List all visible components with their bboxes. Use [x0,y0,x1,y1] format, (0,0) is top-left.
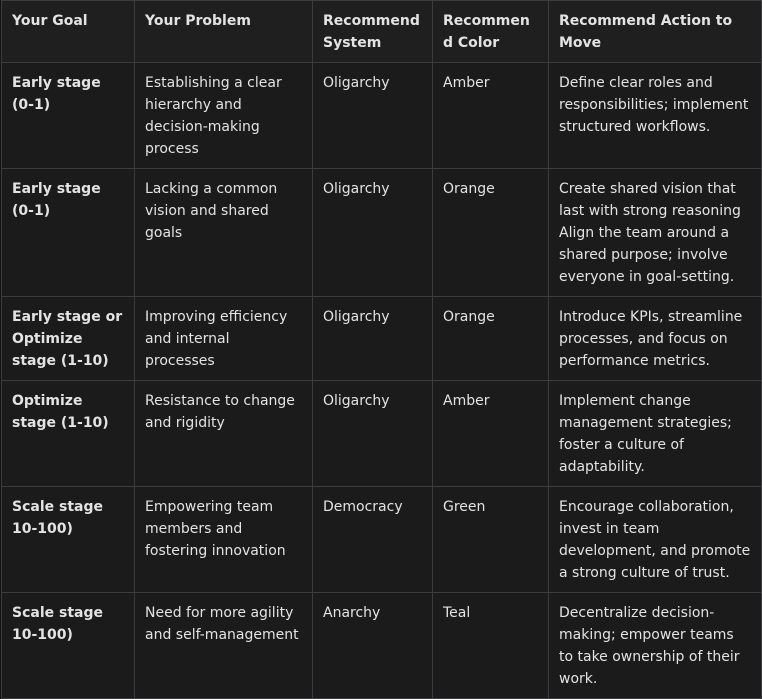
cell-color: Teal [433,593,549,699]
cell-problem: Establishing a clear hierarchy and decision-making process [135,63,313,169]
header-your-problem: Your Problem [135,1,313,63]
cell-problem: Improving efficiency and internal processes [135,297,313,381]
table-row [2,381,762,487]
header-recommend-color: Recommend Color [433,1,549,63]
cell-action: Implement change management strategies; foster a culture of adaptability. [549,381,762,487]
cell-system: Anarchy [313,593,433,699]
table-row [2,297,762,381]
cell-color: Amber [433,381,549,487]
cell-problem: Lacking a common vision and shared goals [135,169,313,297]
table-row [2,593,762,699]
table-row [2,169,762,297]
cell-action: Encourage collaboration, invest in team development, and promote a strong culture of trust. [549,487,762,593]
cell-color: Amber [433,63,549,169]
cell-goal: Optimize stage (1-10) [2,381,135,487]
cell-action: Create shared vision that last with strong reasoning Align the team around a shared purpose; involve everyone in goal-setting. [549,169,762,297]
cell-goal: Scale stage 10-100) [2,487,135,593]
cell-system: Oligarchy [313,169,433,297]
cell-action: Introduce KPIs, streamline processes, and focus on performance metrics. [549,297,762,381]
table-row [2,63,762,169]
cell-goal: Early stage (0-1) [2,63,135,169]
cell-action: Decentralize decision-making; empower teams to take ownership of their work. [549,593,762,699]
cell-system: Oligarchy [313,381,433,487]
cell-goal: Scale stage 10-100) [2,593,135,699]
cell-system: Democracy [313,487,433,593]
header-recommend-system: Recommend System [313,1,433,63]
cell-goal: Early stage or Optimize stage (1-10) [2,297,135,381]
table-row [2,487,762,593]
cell-problem: Need for more agility and self-management [135,593,313,699]
cell-system: Oligarchy [313,63,433,169]
cell-action: Define clear roles and responsibilities; implement structured workflows. [549,63,762,169]
cell-problem: Empowering team members and fostering innovation [135,487,313,593]
table-header-row [2,1,762,63]
header-your-goal: Your Goal [2,1,135,63]
cell-goal: Early stage (0-1) [2,169,135,297]
recommendation-table [1,0,762,699]
cell-color: Green [433,487,549,593]
cell-system: Oligarchy [313,297,433,381]
header-recommend-action: Recommend Action to Move [549,1,762,63]
cell-problem: Resistance to change and rigidity [135,381,313,487]
cell-color: Orange [433,169,549,297]
cell-color: Orange [433,297,549,381]
